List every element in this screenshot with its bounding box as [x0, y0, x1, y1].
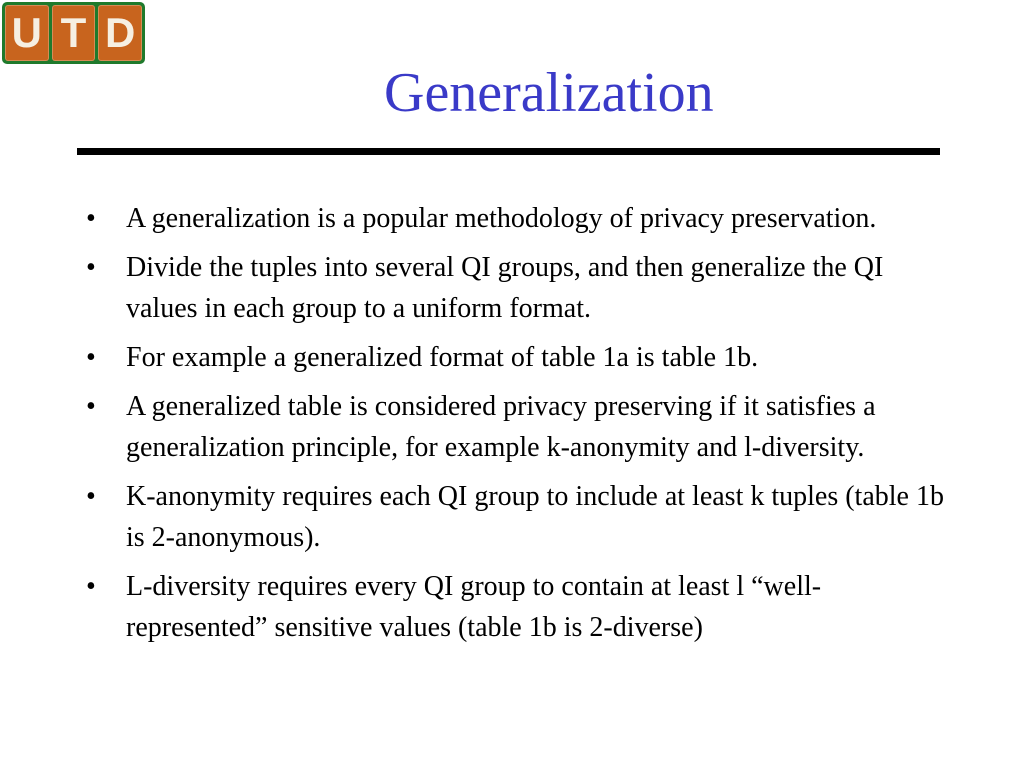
logo-letter-d: D [98, 5, 142, 61]
title-divider [77, 148, 940, 155]
bullet-text: A generalized table is considered privacy preserving if it satisfies a generalization principle, for example k-anonymity and l-diversity. [126, 391, 876, 463]
bullet-item [84, 337, 944, 378]
bullet-marker: • [86, 252, 96, 283]
bullet-text: K-anonymity requires each QI group to include at least k tuples (table 1b is 2-anonymous). [126, 481, 944, 553]
logo-letter-t: T [52, 5, 96, 61]
bullet-text: A generalization is a popular methodology of privacy preservation. [126, 203, 877, 234]
bullet-item [84, 198, 944, 239]
bullet-marker: • [86, 342, 96, 373]
bullet-item [84, 566, 944, 648]
bullet-marker: • [86, 481, 96, 512]
slide-title: Generalization [384, 62, 714, 124]
title-area [0, 58, 1024, 130]
bullet-list [84, 198, 944, 656]
bullet-marker: • [86, 391, 96, 422]
bullet-marker: • [86, 571, 96, 602]
bullet-text: L-diversity requires every QI group to contain at least l “well-represented” sensitive values (table 1b is 2-diverse) [126, 571, 822, 643]
bullet-marker: • [86, 203, 96, 234]
bullet-item [84, 247, 944, 329]
logo-letter-u: U [5, 5, 49, 61]
bullet-item [84, 476, 944, 558]
bullet-text: For example a generalized format of table 1a is table 1b. [126, 342, 759, 373]
bullet-item [84, 386, 944, 468]
bullet-text: Divide the tuples into several QI groups, and then generalize the QI values in each group to a uniform format. [126, 252, 884, 324]
utd-logo [2, 2, 145, 64]
